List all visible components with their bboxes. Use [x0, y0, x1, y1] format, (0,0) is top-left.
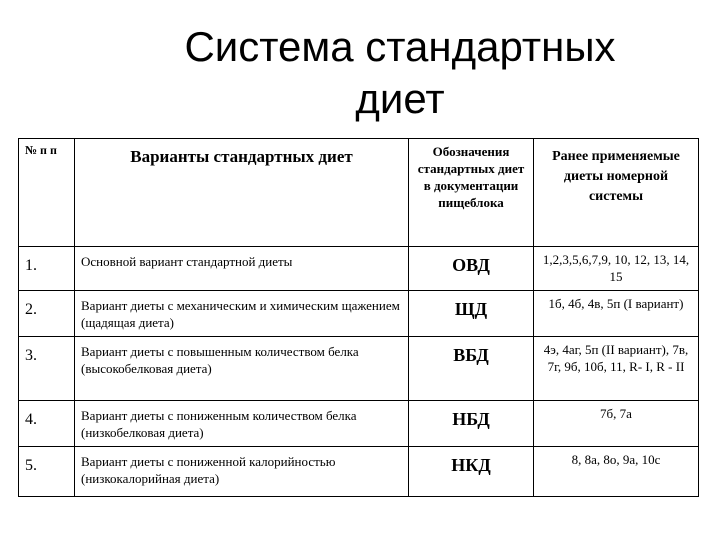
table-row [19, 401, 699, 447]
table-row [19, 337, 699, 401]
row-num: 3. [19, 337, 75, 401]
page-title-line-1: Система стандартных [184, 23, 616, 70]
row-code: ВБД [409, 337, 534, 401]
row-num: 2. [19, 291, 75, 337]
row-variant: Основной вариант стандартной диеты [75, 247, 409, 291]
table-row [19, 291, 699, 337]
header-num: № п п [19, 139, 75, 247]
table-header-row [19, 139, 699, 247]
table-row [19, 247, 699, 291]
row-code: НБД [409, 401, 534, 447]
row-variant: Вариант диеты с пониженным количеством белка (низкобелковая диета) [75, 401, 409, 447]
header-variant: Варианты стандартных диет [75, 139, 409, 247]
diet-table [18, 138, 699, 497]
row-num: 4. [19, 401, 75, 447]
table-row [19, 447, 699, 497]
row-old: 4э, 4аг, 5п (II вариант), 7в, 7г, 9б, 10б, 11, R- I, R - II [534, 337, 699, 401]
row-old: 1б, 4б, 4в, 5п (I вариант) [534, 291, 699, 337]
header-code: Обозначения стандартных диет в документации пищеблока [409, 139, 534, 247]
row-code: ОВД [409, 247, 534, 291]
row-variant: Вариант диеты с повышенным количеством белка (высокобелковая диета) [75, 337, 409, 401]
row-code: НКД [409, 447, 534, 497]
row-num: 1. [19, 247, 75, 291]
header-old: Ранее применяемые диеты номерной системы [534, 139, 699, 247]
row-variant: Вариант диеты с механическим и химическим щажением (щадящая диета) [75, 291, 409, 337]
row-old: 7б, 7а [534, 401, 699, 447]
page-title-line-2: диет [355, 75, 445, 122]
row-old: 8, 8а, 8о, 9а, 10с [534, 447, 699, 497]
row-old: 1,2,3,5,6,7,9, 10, 12, 13, 14, 15 [534, 247, 699, 291]
row-code: ЩД [409, 291, 534, 337]
row-num: 5. [19, 447, 75, 497]
row-variant: Вариант диеты с пониженной калорийностью (низкокалорийная диета) [75, 447, 409, 497]
